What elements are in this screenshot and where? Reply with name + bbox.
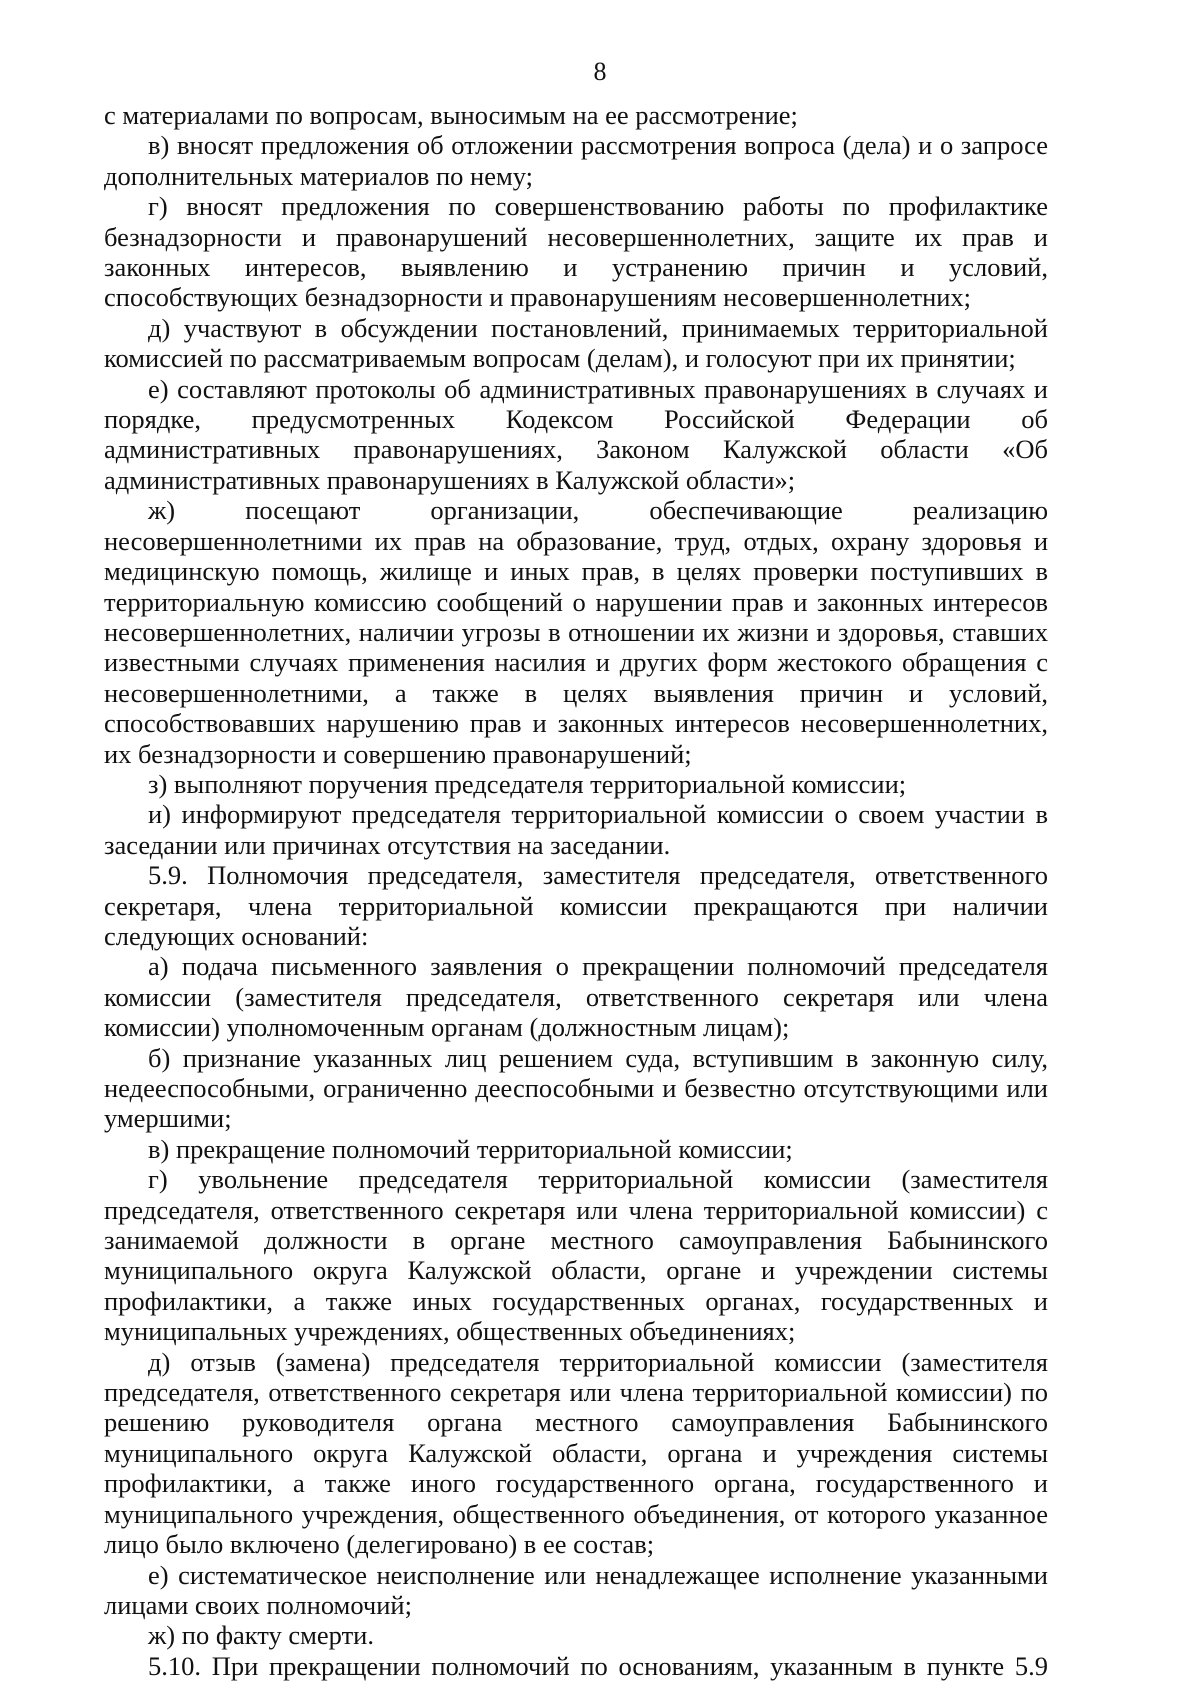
page-number: 8 bbox=[593, 57, 607, 86]
paragraph-clause-5-10: 5.10. При прекращении полномочий по основаниям, указанным в пункте 5.9 bbox=[148, 1650, 1048, 1681]
paragraph-item-v-2: в) прекращение полномочий территориальной комиссии; bbox=[148, 1133, 793, 1164]
paragraph-item-g: г) вносят предложения по совершенствованию работы по профилактике безнадзорности и правонарушений несовершеннолетних, защите их прав и законных интересов, выявлению и устранению причин и условий, способствующих безнадзорности и правонарушениям несовершеннолетних; bbox=[104, 191, 1048, 313]
paragraph-item-g-2: г) увольнение председателя территориальной комиссии (заместителя председателя, ответственного секретаря или члена территориальной комиссии) с занимаемой должности в органе местного самоуправления Бабынинского муниципального округа Калужской области, органе и учреждении системы профилактики, а также иных государственных органах, государственных и муниципальных учреждениях, общественных объединениях; bbox=[104, 1164, 1048, 1347]
paragraph-clause-5-9: 5.9. Полномочия председателя, заместителя председателя, ответственного секретаря, члена территориальной комиссии прекращаются при наличии следующих оснований: bbox=[104, 860, 1048, 951]
paragraph-item-zh: ж) посещают организации, обеспечивающие реализацию несовершеннолетними их прав на образование, труд, отдых, охрану здоровья и медицинскую помощь, жилище и иных прав, в целях проверки поступивших в территориальную комиссию сообщений о нарушении прав и законных интересов несовершеннолетних, наличии угрозы в отношении их жизни и здоровья, ставших известными случаях применения насилия и других форм жестокого обращения с несовершеннолетними, а также в целях выявления причин и условий, способствовавших нарушению прав и законных интересов несовершеннолетних, их безнадзорности и совершению правонарушений; bbox=[104, 495, 1048, 769]
paragraph-item-zh-2: ж) по факту смерти. bbox=[148, 1620, 374, 1651]
paragraph-continuation: с материалами по вопросам, выносимым на ее рассмотрение; bbox=[104, 100, 798, 130]
paragraph-item-i: и) информируют председателя территориальной комиссии о своем участии в заседании или причинах отсутствия на заседании. bbox=[104, 799, 1048, 860]
paragraph-item-z: з) выполняют поручения председателя территориальной комиссии; bbox=[148, 768, 907, 799]
paragraph-item-d-2: д) отзыв (замена) председателя территориальной комиссии (заместителя председателя, ответственного секретаря или члена территориальной комиссии) по решению руководителя органа местного самоуправления Бабынинского муниципального округа Калужской области, органа и учреждения системы профилактики, а также иного государственного органа, государственного и муниципального учреждения, общественного объединения, от которого указанное лицо было включено (делегировано) в ее состав; bbox=[104, 1346, 1048, 1560]
paragraph-item-e-2: е) систематическое неисполнение или ненадлежащее исполнение указанными лицами своих полномочий; bbox=[104, 1559, 1048, 1620]
paragraph-item-d: д) участвуют в обсуждении постановлений, принимаемых территориальной комиссией по рассматриваемым вопросам (делам), и голосуют при их принятии; bbox=[104, 312, 1048, 374]
paragraph-item-e: е) составляют протоколы об административных правонарушениях в случаях и порядке, предусмотренных Кодексом Российской Федерации об административных правонарушениях, Законом Калужской области «Об административных правонарушениях в Калужской области»; bbox=[104, 373, 1048, 495]
document-body bbox=[104, 100, 1048, 1681]
paragraph-item-v: в) вносят предложения об отложении рассмотрения вопроса (дела) и о запросе дополнительных материалов по нему; bbox=[104, 130, 1048, 191]
paragraph-item-a: а) подача письменного заявления о прекращении полномочий председателя комиссии (заместителя председателя, ответственного секретаря или члена комиссии) уполномоченным органам (должностным лицам); bbox=[104, 951, 1048, 1043]
paragraph-item-b: б) признание указанных лиц решением суда, вступившим в законную силу, недееспособными, ограниченно дееспособными и безвестно отсутствующими или умершими; bbox=[104, 1042, 1048, 1134]
